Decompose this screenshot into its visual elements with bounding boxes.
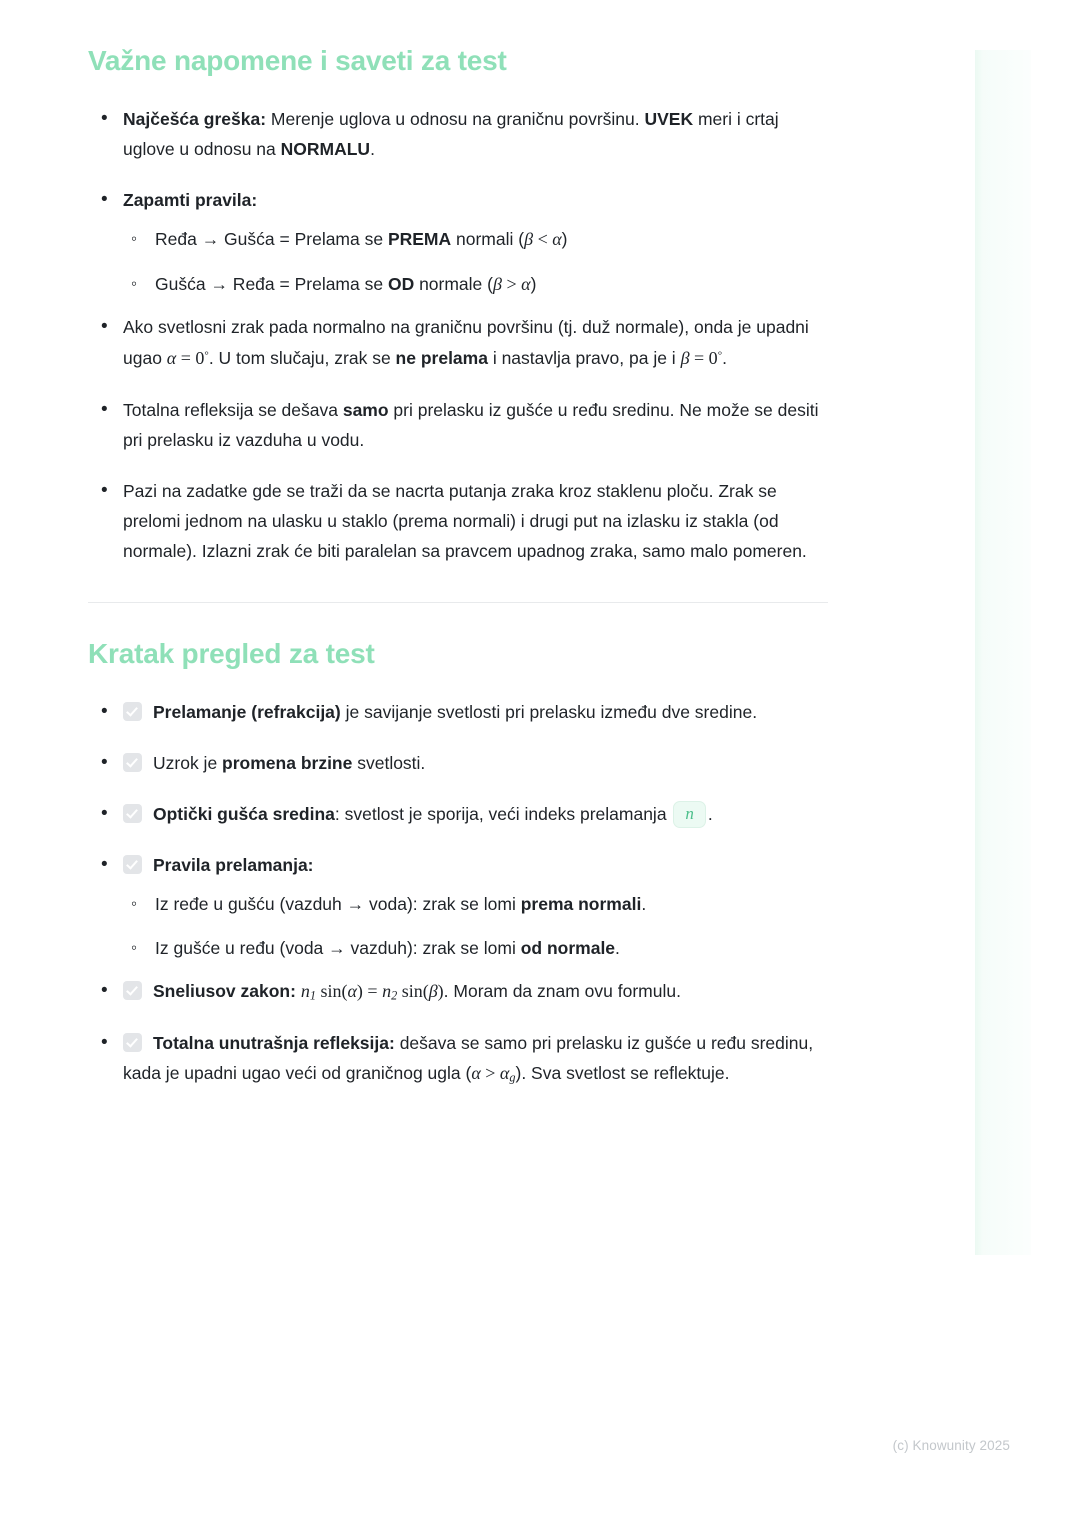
math-sin-open: sin( [397,980,429,1001]
math-alpha-g [500,1063,516,1083]
bullet-text: . U tom slučaju, zrak se [208,347,396,368]
math-beta: β [428,980,438,1001]
bullet-text: Merenje uglova u odnosu na graničnu površinu. [266,108,645,129]
sub-list-item [123,890,833,918]
bullet-strong-promena-brzine: promena brzine [222,752,353,773]
sub-text: ) [561,228,568,249]
rules-sublist [123,225,833,299]
checkbox-checked-icon[interactable] [123,702,142,721]
bullet-lead-label: Zapamti pravila: [123,189,258,210]
section-title-vazne-napomene: Važne napomene i saveti za test [88,45,507,76]
math-alpha: α [552,228,562,249]
page-footer-copyright: (c) Knowunity 2025 [892,1438,1010,1453]
list-item [88,976,833,1007]
list-item [88,395,833,455]
list-item [88,799,833,829]
notes-list [88,104,833,566]
checkbox-checked-icon[interactable] [123,753,142,772]
list-item [88,748,833,778]
checkbox-checked-icon[interactable] [123,981,142,1000]
math-alpha-g-symbol: α [499,1063,510,1083]
sub-text: . [641,893,647,914]
list-item [88,185,833,299]
bullet-text: i nastavlja pravo, pa je i [487,347,681,368]
bullet-strong-pravila-prelamanja: Pravila prelamanja: [153,854,314,875]
list-item [88,850,833,962]
bullet-strong-ne-prelama: ne prelama [395,347,488,368]
checkbox-checked-icon[interactable] [123,855,142,874]
math-alpha-g-subscript: g [509,1070,516,1085]
bullet-lead-label: Najčešća greška: [123,108,267,129]
math-operator: > [501,273,522,294]
sub-text: Iz gušće u ređu (voda → vazduh): zrak se lomi [155,937,521,958]
bullet-text: pri prelasku iz gušće u ređu sredinu. Ne može se desiti pri prelasku iz vazduha u vodu. [123,399,819,450]
summary-checklist [88,697,833,1089]
math-n1-symbol: n [300,980,310,1001]
math-alpha: α [166,347,177,368]
bullet-text: : svetlost je sporija, veći indeks prelamanja [334,803,672,824]
index-n-badge: n [673,801,706,829]
sub-strong-prema-normali: prema normali [520,893,642,914]
degree-symbol: ° [204,349,209,362]
sub-text: normali ( [451,228,525,249]
math-equals-zero: = 0 [176,347,205,368]
checkbox-checked-icon[interactable] [123,804,142,823]
sub-strong-od-normale: od normale [520,937,616,958]
bullet-text: . [707,803,713,824]
math-greater-than: > [480,1063,500,1083]
sub-text: normale ( [414,273,493,294]
math-n1-subscript: 1 [309,988,316,1003]
bullet-strong-prelamanje: Prelamanje (refrakcija) [153,701,341,722]
list-item [88,476,833,566]
math-equals: ) = [356,980,383,1001]
math-equals-zero: = 0 [689,347,718,368]
math-n2 [382,981,397,1001]
bullet-text: dešava se samo pri prelasku iz gušće u ređu sredinu, kada je upadni ugao veći od graničnog ugla ( [123,1032,814,1083]
sub-list-item [123,934,833,962]
bullet-text: Uzrok je [153,752,223,773]
math-alpha: α [521,273,531,294]
list-item [88,697,833,727]
bullet-strong-normalu: NORMALU [280,138,371,159]
sub-text: Iz ređe u gušću (vazduh → voda): zrak se lomi [155,893,521,914]
bullet-strong-opticki-gusca: Optički gušća sredina [153,803,335,824]
math-n2-subscript: 2 [391,988,398,1003]
list-item [88,1028,833,1089]
math-n1 [301,981,316,1001]
sub-text: Gušća → Ređa = Prelama se [155,273,388,294]
sub-strong-od: OD [387,273,415,294]
degree-symbol: ° [717,349,723,362]
list-item [88,104,833,164]
math-close-paren: ) [437,980,444,1001]
bullet-strong-uvek: UVEK [644,108,694,129]
right-accent-band [975,50,1031,1255]
sub-text: . [615,937,620,958]
bullet-text: . Moram da znam ovu formulu. [443,980,681,1001]
math-operator: < [533,228,553,249]
bullet-text: meri i crtaj uglove u odnosu na [123,108,779,159]
document-content [88,44,833,1110]
sub-list-item [123,270,833,299]
bullet-strong-samo: samo [342,399,389,420]
sub-strong-prema: PREMA [387,228,452,249]
section-title-kratak-pregled: Kratak pregled za test [88,637,375,669]
bullet-strong-sneliusov-zakon: Sneliusov zakon: [153,980,296,1001]
sub-text: Ređa → Gušća = Prelama se [155,228,388,249]
sub-list-item [123,225,833,254]
math-n2-symbol: n [382,980,392,1001]
checkbox-checked-icon[interactable] [123,1033,142,1052]
math-beta: β [492,273,502,294]
bullet-text: . [722,347,727,368]
section-divider [88,602,828,603]
bullet-text: Pazi na zadatke gde se traži da se nacrta putanja zraka kroz staklenu ploču. Zrak se prelomi jednom na ulasku u staklo (prema normali) i drugi put na izlasku iz stakla (od normale). Izlazni zrak će biti paralelan sa pravcem upadnog zraka, samo malo pomeren. [123,480,807,561]
bullet-text: . [370,138,375,159]
bullet-strong-totalna-unutrasnja: Totalna unutrašnja refleksija: [153,1032,395,1053]
math-alpha: α [471,1063,481,1083]
math-beta: β [524,228,534,249]
bullet-text: ). Sva svetlost se reflektuje. [515,1063,730,1083]
bullet-text: Ako svetlosni zrak pada normalno na graničnu površinu (tj. duž normale), onda je upadni ugao [123,317,809,368]
sub-text: ) [530,273,537,294]
bullet-text: svetlosti. [352,752,426,773]
refraction-rules-sublist [123,890,833,962]
bullet-text: je savijanje svetlosti pri prelasku između dve sredine. [340,701,758,722]
bullet-text: Totalna refleksija se dešava [123,399,343,420]
math-alpha: α [347,980,357,1001]
math-sin-open: sin( [315,980,348,1001]
math-beta: β [680,347,690,368]
list-item [88,312,833,373]
